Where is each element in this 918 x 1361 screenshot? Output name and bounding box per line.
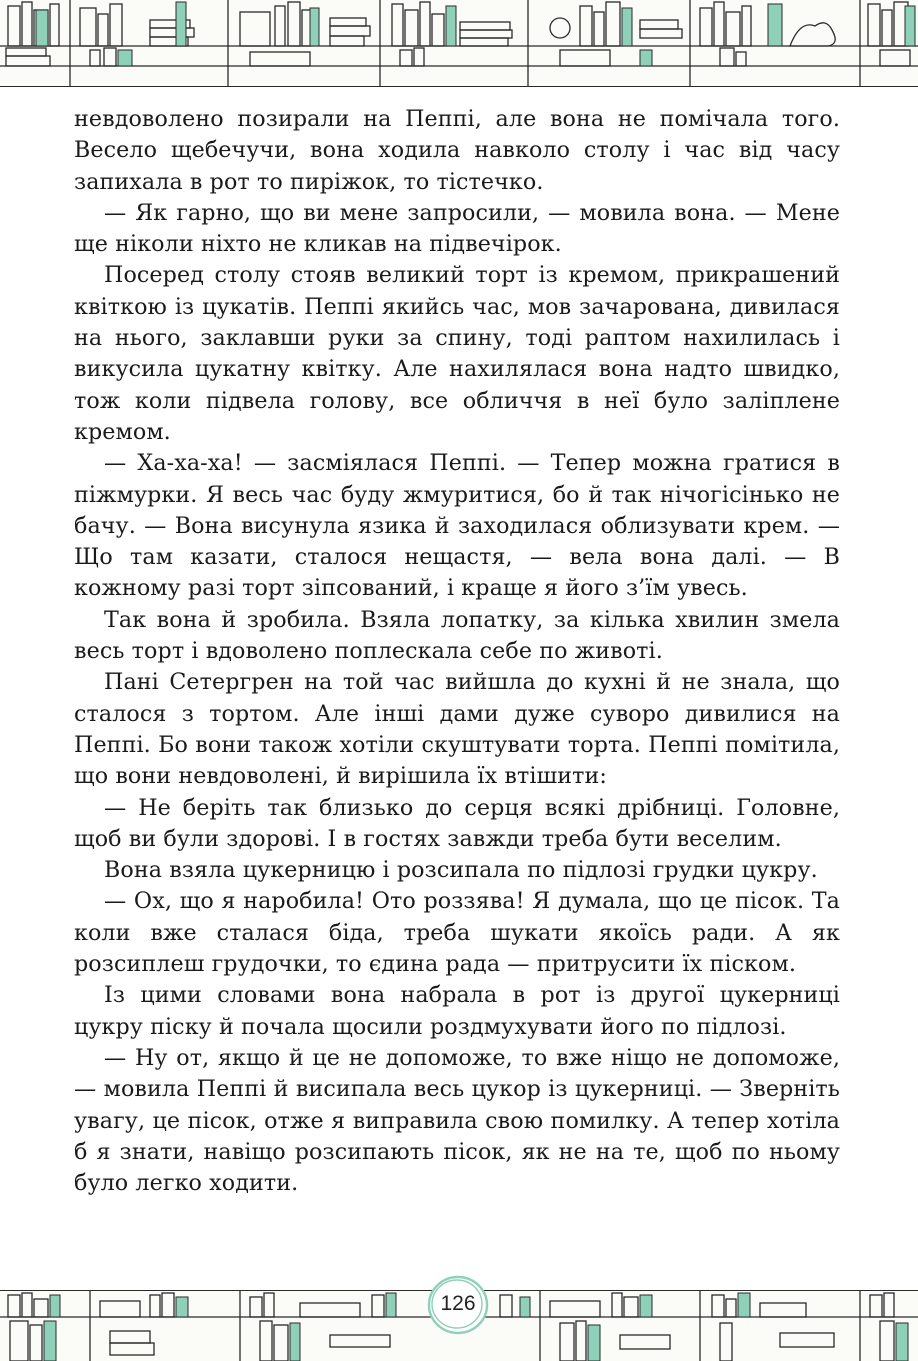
paragraph: — Не беріть так близько до серця всякі дрібниці. Головне, щоб ви були здорові. І в гостях завжди треба бути веселим. — [74, 794, 840, 852]
page-number-badge — [426, 1272, 490, 1336]
paragraph: невдоволено позирали на Пеппі, але вона не помічала того. Весело щебечучи, вона ходила навколо столу і час від часу запихала в рот то пиріжок, то тістечко. — [74, 106, 840, 195]
paragraph: Посеред столу стояв великий торт із кремом, прикрашений квіткою із цукатів. Пеппі якийсь час, мов зачарована, дивилася на нього, заклавши руки за спину, тоді раптом нахилилась і викусила цукатну квітку. Але нахилялася вона надто швидко, тож коли підвела голову, все обличчя в неї було заліплене кремом. — [74, 262, 840, 445]
paragraph: Так вона й зробила. Взяла лопатку, за кілька хвилин змела весь торт і вдоволено поплескала себе по животі. — [74, 606, 840, 665]
top-bookshelf-illustration — [0, 0, 918, 87]
page-number: 126 — [440, 1292, 476, 1315]
paragraph: — Як гарно, що ви мене запросили, — мовила вона. — Мене ще ніколи ніхто не кликав на підвечірок. — [74, 199, 840, 258]
story-text — [74, 104, 840, 1199]
paragraph: Пані Сетергрен на той час вийшла до кухні й не знала, що сталося з тортом. Але інші дами дуже суворо дивилися на Пеппі. Бо вони також хотіли скуштувати торта. Пеппі помітила, що вони невдоволені, й вирішила їх втішити: — [74, 669, 840, 790]
paragraph: — Ох, що я наробила! Ото роззява! Я думала, що це пісок. Та коли вже сталася біда, треба шукати якоїсь ради. А як розсиплеш грудочки, то єдина рада — притрусити їх піском. — [74, 888, 840, 978]
paragraph: — Ха-ха-ха! — засміялася Пеппі. — Тепер можна гратися в піжмурки. Я весь час буду жмуритися, бо й так нічогісінько не бачу. — Вона висунула язика й заходилася облизувати крем. — Що там казати, сталося нещастя, — вела вона далі. — В кожному разі торт зіпсований, і краще я його з’їм увесь. — [74, 450, 840, 602]
bookshelf-drawing-top — [0, 0, 918, 86]
paragraph: Із цими словами вона набрала в рот із другої цукерниці цукру піску й почала щосили роздмухувати його по підлозі. — [74, 982, 840, 1040]
paragraph: Вона взяла цукерницю і розсипала по підлозі грудки цукру. — [104, 857, 818, 884]
paragraph: — Ну от, якщо й це не допоможе, то вже ніщо не допоможе, — мовила Пеппі й висипала весь цукор із цукерниці. — Зверніть увагу, це пісок, отже я виправила свою помилку. А тепер хотіла б я знати, навіщо розсипають пісок, як не на те, щоб по ньому було легко ходити. — [74, 1044, 840, 1197]
